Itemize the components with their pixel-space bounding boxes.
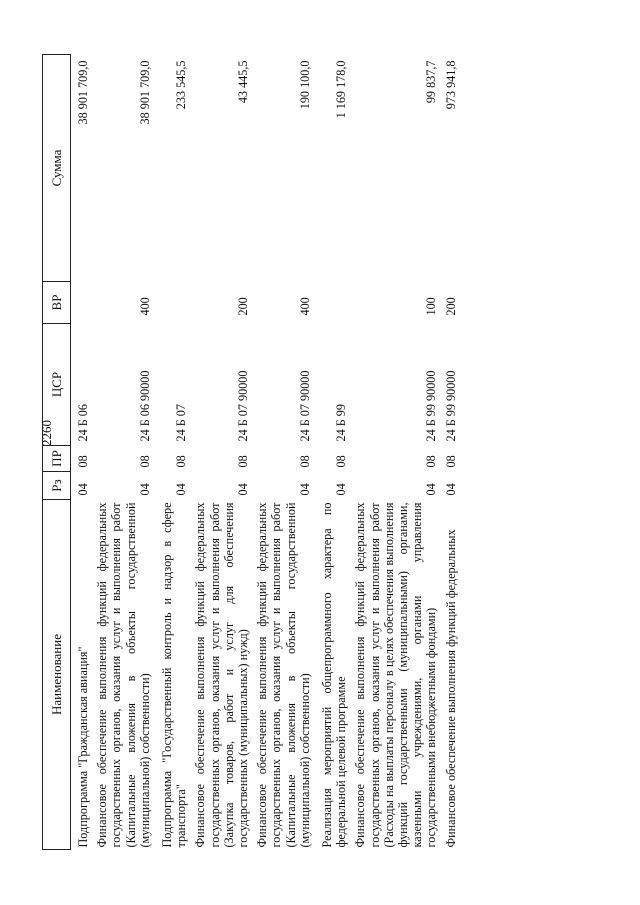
cell-csr: 24 Б 07	[174, 404, 189, 442]
cell-rz: 04	[174, 483, 189, 496]
cell-vr: 400	[137, 297, 152, 316]
cell-rz: 04	[236, 483, 251, 496]
budget-table	[42, 54, 461, 850]
cell-csr: 24 Б 99	[334, 404, 349, 442]
page-number: 2260	[39, 420, 54, 446]
cell-rz: 04	[334, 483, 349, 496]
cell-pr: 08	[297, 455, 312, 468]
cell-name: Финансовое обеспечение выполнения функций федеральных государственных органов, оказания услуг и выполнения работ (Закупка товаров, работ и услуг для обеспечения государственных (муниципальных) нужд)	[193, 502, 251, 848]
cell-vr: 400	[297, 297, 312, 316]
cell-name: Реализация мероприятий общепрограммного характера по федеральной целевой программе	[320, 502, 349, 848]
cell-vr	[71, 282, 94, 324]
cell-rz: 04	[76, 483, 90, 496]
header-csr: ЦСР	[43, 324, 71, 446]
table-row	[253, 55, 315, 850]
cell-sum: 1 169 178,0	[334, 60, 349, 119]
table-row	[155, 55, 191, 850]
table-row	[315, 55, 351, 850]
cell-vr: 100	[424, 297, 439, 316]
cell-csr: 24 Б 06 90000	[137, 370, 152, 442]
cell-csr: 24 Б 06	[76, 404, 90, 442]
cell-name: Подпрограмма "Государственный контроль и надзор в сфере транспорта"	[160, 502, 189, 848]
cell-vr	[315, 282, 351, 324]
table-row	[71, 55, 94, 850]
header-name: Наименование	[43, 500, 71, 850]
cell-pr: 08	[174, 455, 189, 468]
cell-sum: 38 901 709,0	[137, 60, 152, 125]
cell-csr: 24 Б 07 90000	[236, 370, 251, 442]
cell-name: Подпрограмма "Гражданская авиация"	[76, 646, 90, 848]
header-sum: Сумма	[43, 55, 71, 282]
cell-rz: 04	[137, 483, 152, 496]
cell-sum: 99 837,7	[424, 60, 439, 104]
cell-csr: 24 Б 07 90000	[297, 370, 312, 442]
cell-pr: 08	[334, 455, 349, 468]
table-row	[442, 55, 461, 850]
cell-name: Финансовое обеспечение выполнения функций федеральных государственных органов, оказания услуг и выполнения работ (Расходы на выплаты персоналу в целях обеспечения выполнения функций государственными (муниципальными) органами, казенными учреждениями, органами управления государственными внебюджетными фондами)	[353, 502, 439, 848]
table-row	[191, 55, 253, 850]
cell-name: Финансовое обеспечение выполнения функций федеральных государственных органов, оказания услуг и выполнения работ (Капитальные вложения в объекты государственной (муниципальной) собственности)	[95, 502, 152, 848]
cell-sum: 973 941,8	[443, 60, 458, 110]
cell-sum: 38 901 709,0	[76, 60, 90, 125]
cell-pr: 08	[236, 455, 251, 468]
header-vr: ВР	[43, 282, 71, 324]
cell-sum: 233 545,5	[174, 60, 189, 110]
cell-name: Финансовое обеспечение выполнения функций федеральных государственных органов, оказания услуг и выполнения работ (Капитальные вложения в объекты государственной (муниципальной) собственности)	[255, 502, 312, 848]
cell-pr: 08	[424, 455, 439, 468]
cell-rz: 04	[424, 483, 439, 496]
cell-sum: 43 445,5	[236, 60, 251, 104]
table-header-row	[43, 55, 71, 850]
cell-pr: 08	[76, 455, 90, 468]
cell-vr	[155, 282, 191, 324]
header-rz: Рз	[43, 472, 71, 500]
header-pr: ПР	[43, 446, 71, 472]
cell-rz: 04	[443, 483, 458, 496]
table-row	[351, 55, 441, 850]
cell-sum: 190 100,0	[297, 60, 312, 110]
cell-csr: 24 Б 99 90000	[424, 370, 439, 442]
cell-name: Финансовое обеспечение выполнения функций федеральных	[443, 529, 458, 848]
cell-pr: 08	[443, 455, 458, 468]
cell-csr: 24 Б 99 90000	[443, 370, 458, 442]
cell-vr: 200	[236, 297, 251, 316]
table-row	[93, 55, 155, 850]
cell-pr: 08	[137, 455, 152, 468]
cell-vr: 200	[443, 297, 458, 316]
rotated-page-content	[42, 55, 597, 850]
cell-rz: 04	[297, 483, 312, 496]
